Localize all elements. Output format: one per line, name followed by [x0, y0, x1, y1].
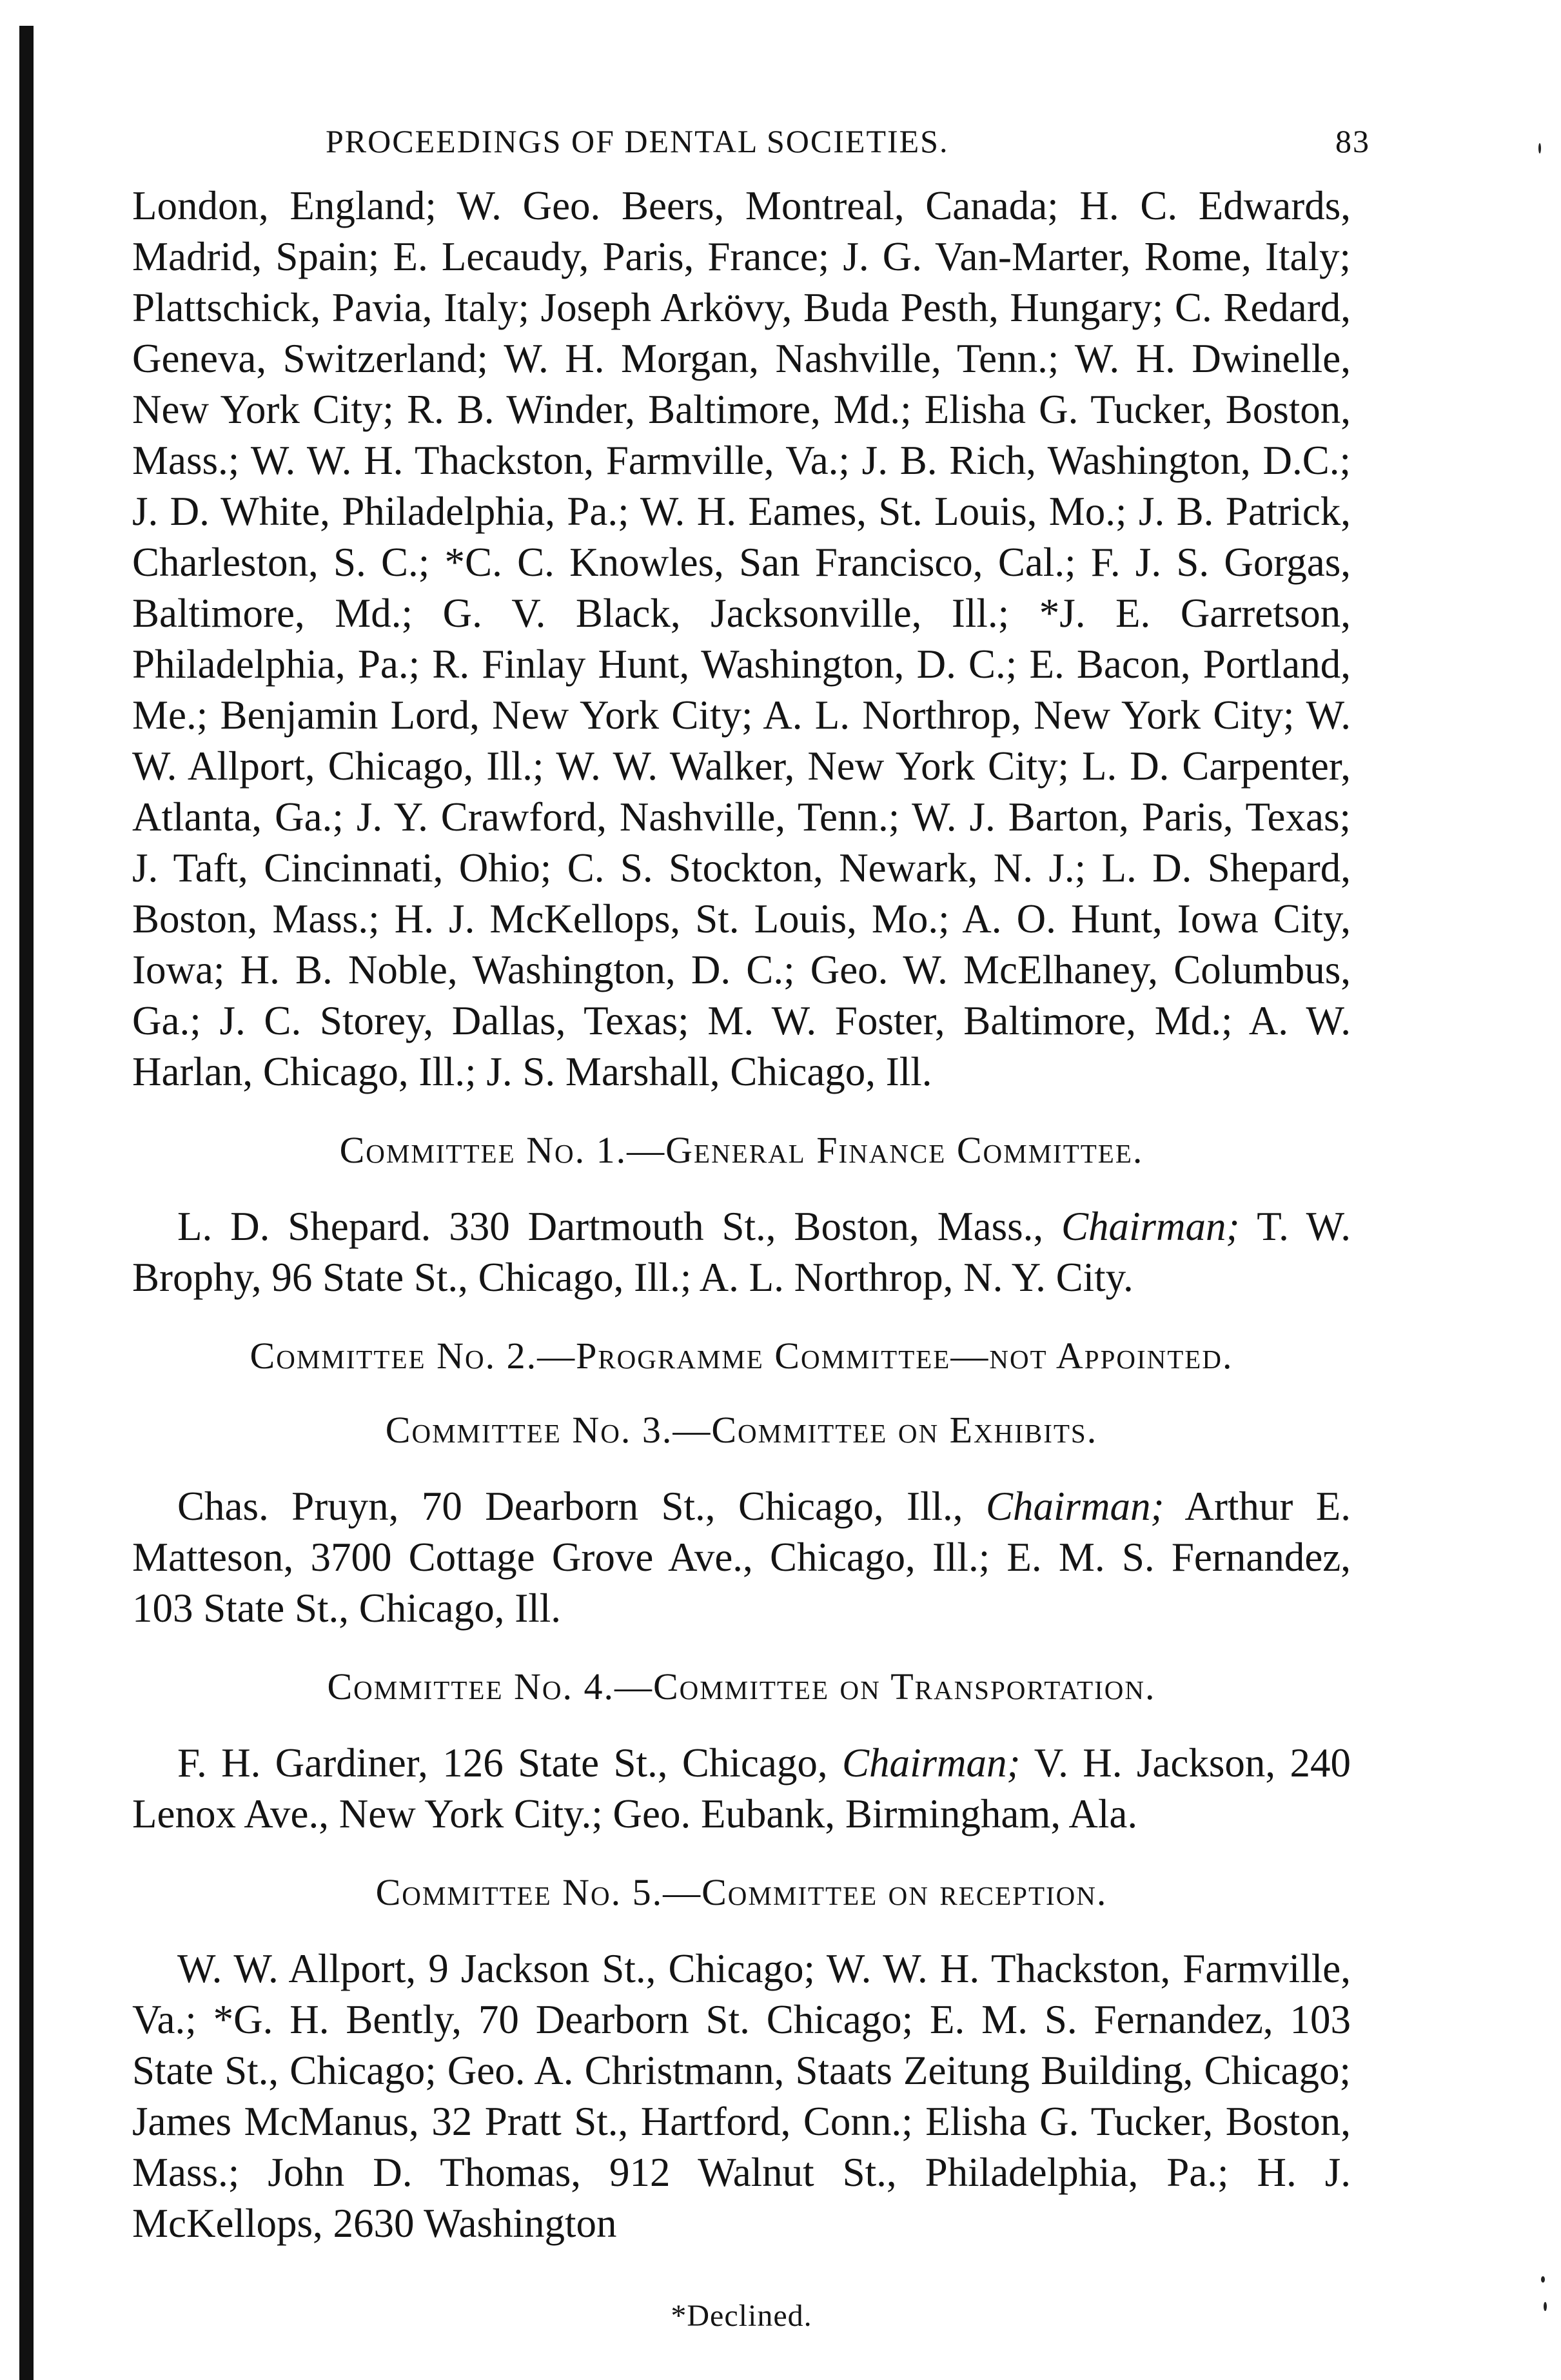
committee-3-members — [132, 1481, 1351, 1634]
footnote: *Declined. — [671, 2299, 812, 2333]
committee-5-members: W. W. Allport, 9 Jackson St., Chicago; W. W. H. Thackston, Farmville, Va.; *G. H. Bently, 70 Dearborn St. Chicago; E. M. S. Fernandez, 103 State St., Chicago; Geo. A. Christmann, Staats Zeitung Building, Chicago; James McManus, 32 Pratt St., Hartford, Conn.; Elisha G. Tucker, Boston, Mass.; John D. Thomas, 912 Walnut St., Philadelphia, Pa.; H. J. McKellops, 2630 Washington — [132, 1946, 1351, 2246]
scan-speck — [1538, 143, 1541, 153]
committee-2-heading: Committee No. 2.—Programme Committee—not Appointed. — [250, 1335, 1233, 1377]
committee-1-text: L. D. Shepard. 330 Dartmouth St., Boston, Mass., — [177, 1204, 1061, 1249]
member-list-paragraph: London, England; W. Geo. Beers, Montreal, Canada; H. C. Edwards, Madrid, Spain; E. Lecaudy, Paris, France; J. G. Van-Marter, Rome, Italy; Plattschick, Pavia, Italy; Joseph Arkövy, Buda Pesth, Hungary; C. Redard, Geneva, Switzerland; W. H. Morgan, Nashville, Tenn.; W. H. Dwinelle, New York City; R. B. Winder, Baltimore, Md.; Elisha G. Tucker, Boston, Mass.; W. W. H. Thackston, Farmville, Va.; J. B. Rich, Washington, D.C.; J. D. White, Philadelphia, Pa.; W. H. Eames, St. Louis, Mo.; J. B. Patrick, Charleston, S. C.; *C. C. Knowles, San Francisco, Cal.; F. J. S. Gorgas, Baltimore, Md.; G. V. Black, Jacksonville, Ill.; *J. E. Garretson, Philadelphia, Pa.; R. Finlay Hunt, Washington, D. C.; E. Bacon, Portland, Me.; Benjamin Lord, New York City; A. L. Northrop, New York City; W. W. Allport, Chicago, Ill.; W. W. Walker, New York City; L. D. Carpenter, Atlanta, Ga.; J. Y. Crawford, Nashville, Tenn.; W. J. Barton, Paris, Texas; J. Taft, Cincinnati, Ohio; C. S. Stockton, Newark, N. J.; L. D. Shepard, Boston, Mass.; H. J. McKellops, St. Louis, Mo.; A. O. Hunt, Iowa City, Iowa; H. B. Noble, Washington, D. C.; Geo. W. McElhaney, Columbus, Ga.; J. C. Storey, Dallas, Texas; M. W. Foster, Baltimore, Md.; A. W. Harlan, Chicago, Ill.; J. S. Marshall, Chicago, Ill. — [132, 183, 1351, 1094]
committee-3-text-rest: Arthur E. Matteson, 3700 Cottage Grove Ave., Chicago, Ill.; E. M. S. Fernandez, 103 State St., Chicago, Ill. — [132, 1484, 1351, 1631]
committee-1-heading: Committee No. 1.—General Finance Committee. — [339, 1129, 1144, 1171]
committee-4-text-rest: V. H. Jackson, 240 Lenox Ave., New York City.; Geo. Eubank, Birmingham, Ala. — [132, 1740, 1351, 1836]
scan-edge-bar — [19, 26, 34, 2380]
running-title: PROCEEDINGS OF DENTAL SOCIETIES. — [326, 123, 949, 159]
scan-speck — [1541, 2276, 1545, 2283]
running-head — [132, 123, 1370, 181]
committee-1-members — [132, 1201, 1351, 1303]
committee-3-text: Chas. Pruyn, 70 Dearborn St., Chicago, Ill., — [177, 1484, 986, 1529]
committee-4-chair: Chairman; — [841, 1740, 1021, 1785]
committee-1-text-rest: T. W. Brophy, 96 State St., Chicago, Ill.; A. L. Northrop, N. Y. City. — [132, 1204, 1351, 1300]
committee-3-chair: Chairman; — [985, 1484, 1164, 1529]
committee-1-chair: Chairman; — [1061, 1204, 1240, 1249]
committee-4-members — [132, 1738, 1351, 1840]
book-page — [132, 123, 1370, 2334]
committee-5-heading: Committee No. 5.—Committee on reception. — [375, 1871, 1108, 1913]
committee-3-heading: Committee No. 3.—Committee on Exhibits. — [385, 1409, 1098, 1451]
committee-4-text: F. H. Gardiner, 126 State St., Chicago, — [177, 1740, 842, 1785]
committee-4-heading: Committee No. 4.—Committee on Transportation. — [327, 1666, 1156, 1707]
page-number: 83 — [1335, 123, 1370, 159]
scan-speck — [1544, 2302, 1547, 2311]
